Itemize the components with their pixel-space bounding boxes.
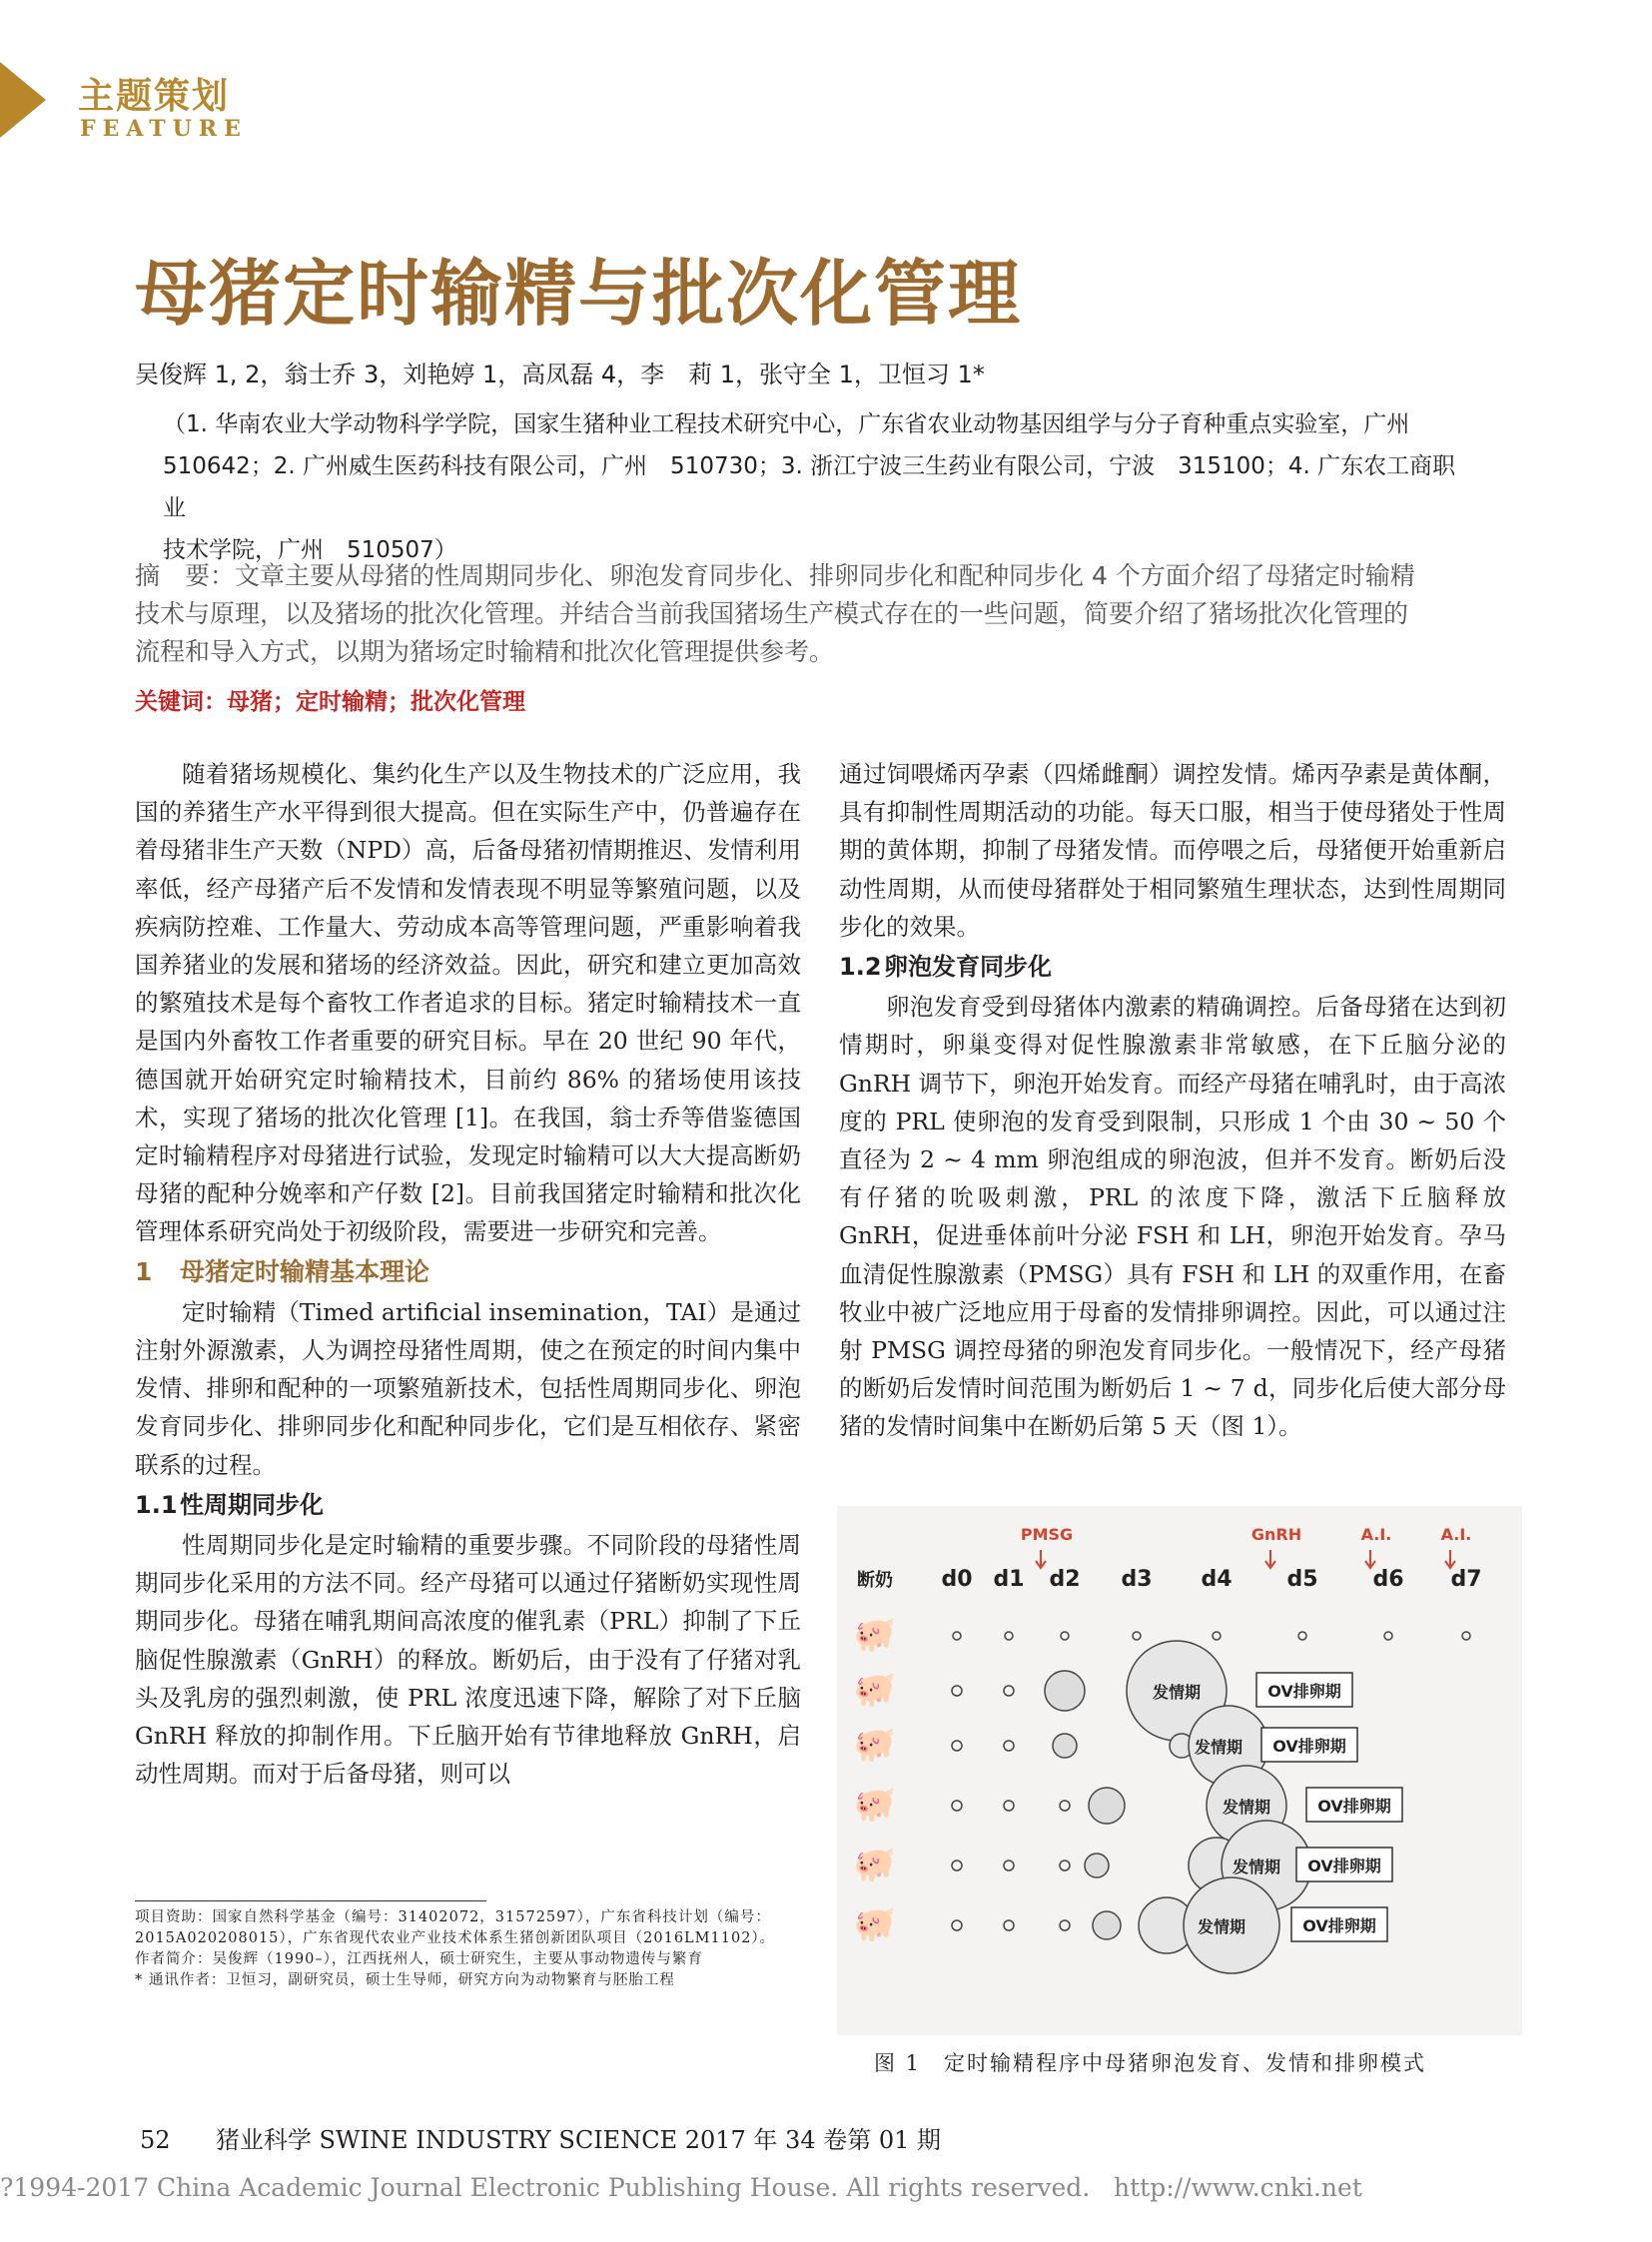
follicle (1060, 1861, 1070, 1870)
arrow-icon (1445, 1550, 1455, 1568)
follicle (1004, 1861, 1014, 1870)
estrus-label: 发情期 (1222, 1798, 1271, 1817)
day-label: d5 (1286, 1567, 1318, 1592)
estrus-label: 发情期 (1197, 1917, 1246, 1936)
follicle (952, 1920, 962, 1930)
follicle (1298, 1632, 1306, 1640)
follicle (1213, 1632, 1221, 1640)
section-1-1-paragraph: 性周期同步化是定时输精的重要步骤。不同阶段的母猪性周期同步化采用的方法不同。经产母猪可以通过仔猪断奶实现性周期同步化。母猪在哺乳期间高浓度的催乳素（PRL）抑制了下丘脑促性腺激素（GnRH）的释放。断奶后，由于没有了仔猪对乳头及乳房的强烈刺激，使 PRL 浓度迅速下降，解除了对下丘脑 GnRH 释放的抑制作用。下丘脑开始有节律地释放 GnRH，启动性周期。而对于后备母猪，则可以 (135, 1531, 801, 1789)
follicle (1093, 1911, 1121, 1939)
follicle (1060, 1920, 1070, 1930)
follicle-diagram (837, 1506, 1522, 2035)
follicle (1005, 1632, 1013, 1640)
day-label: d2 (1049, 1567, 1081, 1592)
affiliation-line: 510642；2. 广州威生医药科技有限公司，广州 510730；3. 浙江宁波三生药业有限公司，宁波 315100；4. 广东农工商职业 (163, 453, 1456, 521)
pig-icon: 🐖 (853, 1725, 897, 1765)
follicle (952, 1686, 962, 1696)
ovulation-label: OV排卵期 (1272, 1737, 1346, 1756)
follicle (1004, 1920, 1014, 1930)
hormone-label: A.I. (1440, 1525, 1472, 1544)
section-title: 卵泡发育同步化 (884, 953, 1052, 982)
section-number: 1.2 (839, 953, 882, 982)
page-number: 52 (140, 2126, 171, 2154)
right-column (839, 755, 1506, 1446)
follicle (1384, 1632, 1392, 1640)
day-label: d1 (993, 1567, 1025, 1592)
hormone-label: GnRH (1250, 1525, 1302, 1544)
section-1-paragraph: 定时输精（Timed artificial insemination，TAI）是通过注射外源激素，人为调控母猪性周期，使之在预定的时间内集中发情、排卵和配种的一项繁殖新技术，包括性周期同步化、卵泡发育同步化、排卵同步化和配种同步化，它们是互相依存、紧密联系的过程。 (135, 1297, 801, 1479)
funding-note: 项目资助：国家自然科学基金（编号：31402072，31572597），广东省科技计划（编号：2015A020208015），广东省现代农业产业技术体系生猪创新团队项目（2016LM1102）。 (135, 1909, 776, 1946)
day-label: d6 (1372, 1567, 1404, 1592)
abstract (135, 557, 1473, 671)
follicle (1061, 1632, 1069, 1640)
follicle (1089, 1788, 1125, 1824)
abstract-line: 技术与原理，以及猪场的批次化管理。并结合当前我国猪场生产模式存在的一些问题，简要介绍了猪场批次化管理的 (135, 599, 1409, 628)
abstract-line: 流程和导入方式，以期为猪场定时输精和批次化管理提供参考。 (135, 637, 835, 666)
section-label-en: FEATURE (80, 116, 248, 142)
footnote-rule (135, 1900, 486, 1901)
affiliation-line: 技术学院，广州 510507） (163, 537, 457, 563)
section-heading-1-2 (839, 948, 1506, 986)
left-column (135, 755, 801, 1793)
pig-icon: 🐖 (853, 1615, 897, 1655)
follicle (1133, 1632, 1141, 1640)
keywords: 关键词：母猪；定时输精；批次化管理 (135, 689, 525, 715)
pig-icon: 🐖 (853, 1785, 897, 1825)
abstract-line: 摘 要：文章主要从母猪的性周期同步化、卵泡发育同步化、排卵同步化和配种同步化 4 个方面介绍了母猪定时输精 (135, 561, 1415, 590)
section-heading-1 (135, 1253, 801, 1291)
day-label: d3 (1121, 1567, 1153, 1592)
author-list: 吴俊辉 1, 2，翁士乔 3，刘艳婷 1，高凤磊 4，李 莉 1，张守全 1，卫恒习 1* (135, 361, 985, 388)
intro-paragraph: 随着猪场规模化、集约化生产以及生物技术的广泛应用，我国的养猪生产水平得到很大提高。但在实际生产中，仍普遍存在着母猪非生产天数（NPD）高，后备母猪初情期推迟、发情利用率低，经产母猪产后不发情和发情表现不明显等繁殖问题，以及疾病防控难、工作量大、劳动成本高等管理问题，严重影响着我国养猪业的发展和猪场的经济效益。因此，研究和建立更加高效的繁殖技术是每个畜牧工作者追求的目标。猪定时输精技术一直是国内外畜牧工作者重要的研究目标。早在 20 世纪 90 年代，德国就开始研究定时输精技术，目前约 86% 的猪场使用该技术，实现了猪场的批次化管理 [1]。在我国，翁士乔等借鉴德国定时输精程序对母猪进行试验，发现定时输精可以大大提高断奶母猪的配种分娩率和产仔数 [2]。目前我国猪定时输精和批次化管理体系研究尚处于初级阶段，需要进一步研究和完善。 (135, 760, 801, 1246)
section-title: 性周期同步化 (180, 1490, 324, 1519)
figure-1 (837, 1506, 1522, 2035)
section-1-2-paragraph: 卵泡发育受到母猪体内激素的精确调控。后备母猪在达到初情期时，卵巢变得对促性腺激素非常敏感，在下丘脑分泌的 GnRH 调节下，卵泡开始发育。而经产母猪在哺乳时，由于高浓度的 PRL 使卵泡的发育受到限制，只形成 1 个由 30 ~ 50 个直径为 2 ~ 4 mm 卵泡组成的卵泡波，但并不发育。断奶后没有仔猪的吮吸刺激，PRL 的浓度下降，激活下丘脑释放 GnRH，促进垂体前叶分泌 FSH 和 LH，卵泡开始发育。孕马血清促性腺激素（PMSG）具有 FSH 和 LH 的双重作用，在畜牧业中被广泛地应用于母畜的发情排卵调控。因此，可以通过注射 PMSG 调控母猪的卵泡发育同步化。一般情况下，经产母猪的断奶后发情时间范围为断奶后 1 ~ 7 d，同步化后使大部分母猪的发情时间集中在断奶后第 5 天（图 1）。 (839, 993, 1506, 1441)
estrus-label: 发情期 (1194, 1738, 1243, 1757)
follicle (1045, 1671, 1085, 1711)
section-number: 1 (135, 1256, 153, 1286)
arrow-icon (1036, 1550, 1046, 1568)
footnotes (135, 1907, 802, 1991)
journal-name: 猪业科学 SWINE INDUSTRY SCIENCE 2017 年 34 卷第 01 期 (215, 2126, 942, 2154)
arrow-icon (1365, 1550, 1375, 1568)
estrus-label: 发情期 (1232, 1858, 1281, 1876)
follicle (1004, 1686, 1014, 1696)
ovulation-label: OV排卵期 (1302, 1916, 1376, 1935)
pig-icon: 🐖 (853, 1904, 897, 1944)
continued-paragraph: 通过饲喂烯丙孕素（四烯雌酮）调控发情。烯丙孕素是黄体酮，具有抑制性周期活动的功能。每天口服，相当于使母猪处于性周期的黄体期，抑制了母猪发情。而停喂之后，母猪便开始重新启动性周期，从而使母猪群处于相同繁殖生理状态，达到性周期同步化的效果。 (839, 760, 1506, 941)
follicle (1004, 1801, 1014, 1811)
pig-icon: 🐖 (853, 1845, 897, 1884)
ovulation-label: OV排卵期 (1267, 1682, 1341, 1701)
day-label: d4 (1201, 1567, 1233, 1592)
hormone-label: PMSG (1020, 1525, 1074, 1544)
day-label: 断奶 (857, 1570, 893, 1591)
corresponding-note: * 通讯作者：卫恒习，副研究员，硕士生导师，研究方向为动物繁育与胚胎工程 (135, 1972, 675, 1988)
figure-caption: 图 1 定时输精程序中母猪卵泡发育、发情和排卵模式 (874, 2051, 1427, 2075)
affiliation-line: （1. 华南农业大学动物科学学院，国家生猪种业工程技术研究中心，广东省农业动物基因组学与分子育种重点实验室，广州 (163, 411, 1410, 437)
follicle (1053, 1734, 1077, 1758)
day-label: d7 (1450, 1567, 1482, 1592)
ovulation-label: OV排卵期 (1307, 1857, 1381, 1875)
page-footer (140, 2120, 941, 2155)
estrus-label: 发情期 (1152, 1683, 1202, 1702)
section-label: 主题策划 (78, 76, 231, 117)
section-title: 母猪定时输精基本理论 (180, 1256, 430, 1286)
site-url: http://www.cnki.net (1114, 2173, 1362, 2202)
follicle (1462, 1632, 1470, 1640)
follicle (953, 1632, 961, 1640)
follicle (952, 1801, 962, 1811)
follicle (1085, 1854, 1109, 1877)
feature-marker-icon (0, 62, 46, 138)
section-heading-1-1 (135, 1486, 801, 1524)
affiliations (163, 403, 1461, 571)
day-label: d0 (941, 1567, 973, 1592)
hormone-label: A.I. (1360, 1525, 1392, 1544)
arrow-icon (1265, 1550, 1275, 1568)
pig-icon: 🐖 (853, 1670, 897, 1710)
article-title: 母猪定时输精与批次化管理 (135, 251, 1023, 336)
section-number: 1.1 (135, 1490, 178, 1519)
ovulation-label: OV排卵期 (1317, 1797, 1391, 1816)
follicle (1060, 1801, 1070, 1811)
follicle (1004, 1741, 1014, 1751)
follicle (952, 1861, 962, 1870)
follicle (952, 1741, 962, 1751)
author-bio-note: 作者简介：吴俊辉（1990–），江西抚州人，硕士研究生，主要从事动物遗传与繁育 (135, 1951, 703, 1967)
copyright-notice: ?1994-2017 China Academic Journal Electronic Publishing House. All rights reserved. (0, 2173, 1091, 2202)
